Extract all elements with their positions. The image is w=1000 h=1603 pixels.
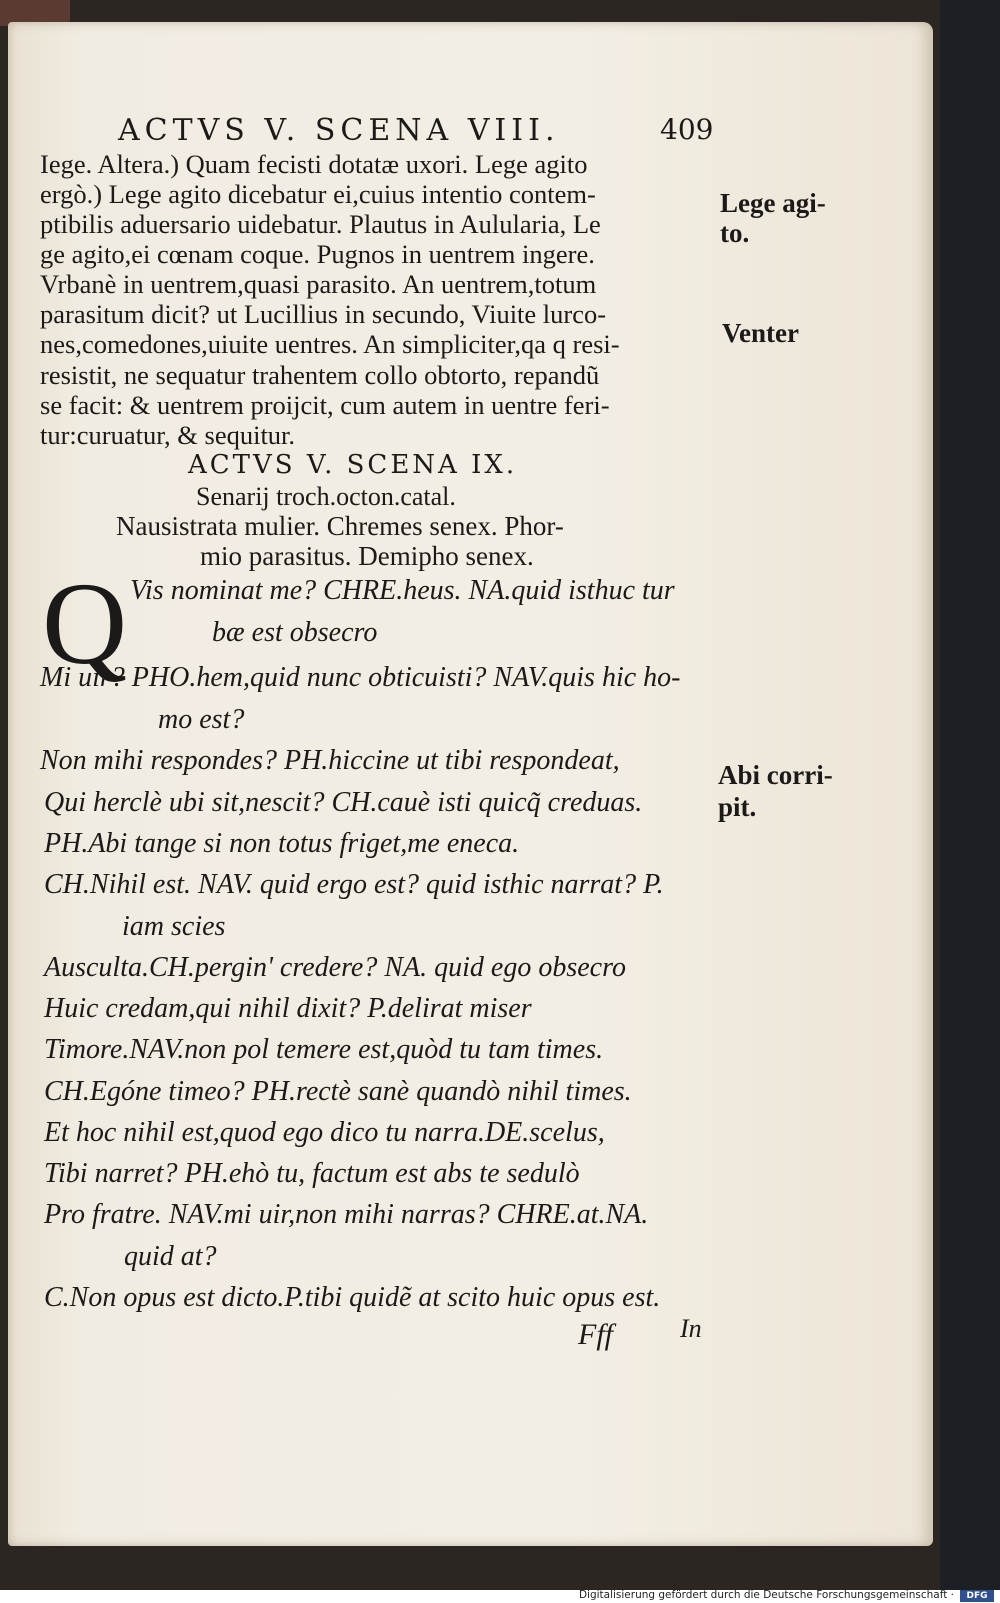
commentary-line: Vrbanè in uentrem,quasi parasito. An uentrem,totum [40, 269, 597, 299]
dfg-logo: DFG [960, 1590, 994, 1602]
margin-note: Lege agi- [720, 188, 826, 218]
verse-line: iam scies [122, 911, 226, 942]
verse-line: CH.Nihil est. NAV. quid ergo est? quid isthic narrat? P. [44, 869, 664, 900]
verse-line: Timore.NAV.non pol temere est,quòd tu tam times. [44, 1034, 604, 1065]
persons-line: mio parasitus. Demipho senex. [200, 541, 534, 571]
margin-note: Venter [722, 318, 799, 348]
verse-line: mo est? [158, 704, 245, 735]
verse-line: C.Non opus est dicto.P.tibi quidẽ at scito huic opus est. [44, 1282, 661, 1313]
scene-heading: ACTVS V. SCENA IX. [188, 450, 518, 480]
verse-line: Et hoc nihil est,quod ego dico tu narra.DE.scelus, [44, 1117, 605, 1148]
verse-line: Vis nominat me? CHRE.heus. NA.quid isthuc tur [130, 575, 675, 606]
verse-line: CH.Egóne timeo? PH.rectè sanè quandò nihil times. [44, 1076, 632, 1107]
verse-line: Non mihi respondes? PH.hiccine ut tibi respondeat, [40, 745, 620, 776]
verse-line: quid at? [124, 1241, 217, 1272]
verse-line: bæ est obsecro [212, 617, 378, 648]
signature-mark: Fff [578, 1318, 613, 1351]
margin-note: to. [720, 218, 750, 248]
credit-text: Digitalisierung gefördert durch die Deutsche Forschungsgemeinschaft · [578, 1589, 954, 1601]
commentary-line: tur:curuatur, & sequitur. [40, 420, 296, 450]
persons-line: Nausistrata mulier. Chremes senex. Phor- [116, 511, 564, 541]
margin-note: pit. [718, 792, 757, 822]
commentary-line: ptibilis aduersario uidebatur. Plautus in Aulularia, Le [40, 209, 601, 239]
running-head: ACTVS V. SCENA VIII. [118, 113, 560, 148]
verse-line: Huic credam,qui nihil dixit? P.delirat miser [44, 993, 532, 1024]
adjacent-page-edge [940, 0, 1000, 1590]
verse-line: PH.Abi tange si non totus friget,me eneca. [44, 828, 520, 859]
page-number: 409 [660, 113, 714, 146]
commentary-line: ge agito,ei cœnam coque. Pugnos in uentrem ingere. [40, 239, 595, 269]
commentary-line: resistit, ne sequatur trahentem collo obtorto, repandũ [40, 360, 600, 390]
verse-line: Tibi narret? PH.ehò tu, factum est abs te sedulò [44, 1158, 580, 1189]
commentary-line: ergò.) Lege agito dicebatur ei,cuius intentio contem- [40, 179, 596, 209]
commentary-line: parasitum dicit? ut Lucillius in secundo, Viuite lurco- [40, 299, 607, 329]
verse-line: Qui herclè ubi sit,nescit? CH.cauè isti quicq̃ creduas. [44, 787, 643, 818]
verse-line: Pro fratre. NAV.mi uir,non mihi narras? CHRE.at.NA. [44, 1199, 649, 1230]
commentary-line: Iege. Altera.) Quam fecisti dotatæ uxori. Lege agito [40, 149, 588, 179]
commentary-line: se facit: & uentrem proijcit, cum autem in uentre feri- [40, 390, 610, 420]
meter-line: Senarij troch.octon.catal. [196, 482, 456, 511]
verse-line: Ausculta.CH.pergin' credere? NA. quid ego obsecro [44, 952, 626, 983]
catchword: In [680, 1314, 702, 1343]
verse-line: Mi uir? PHO.hem,quid nunc obticuisti? NAV.quis hic ho- [40, 662, 681, 693]
margin-note: Abi corri- [718, 760, 833, 790]
commentary-line: nes,comedones,uiuite uentres. An simpliciter,qa q resi- [40, 329, 620, 359]
drop-cap: Q [42, 558, 128, 689]
